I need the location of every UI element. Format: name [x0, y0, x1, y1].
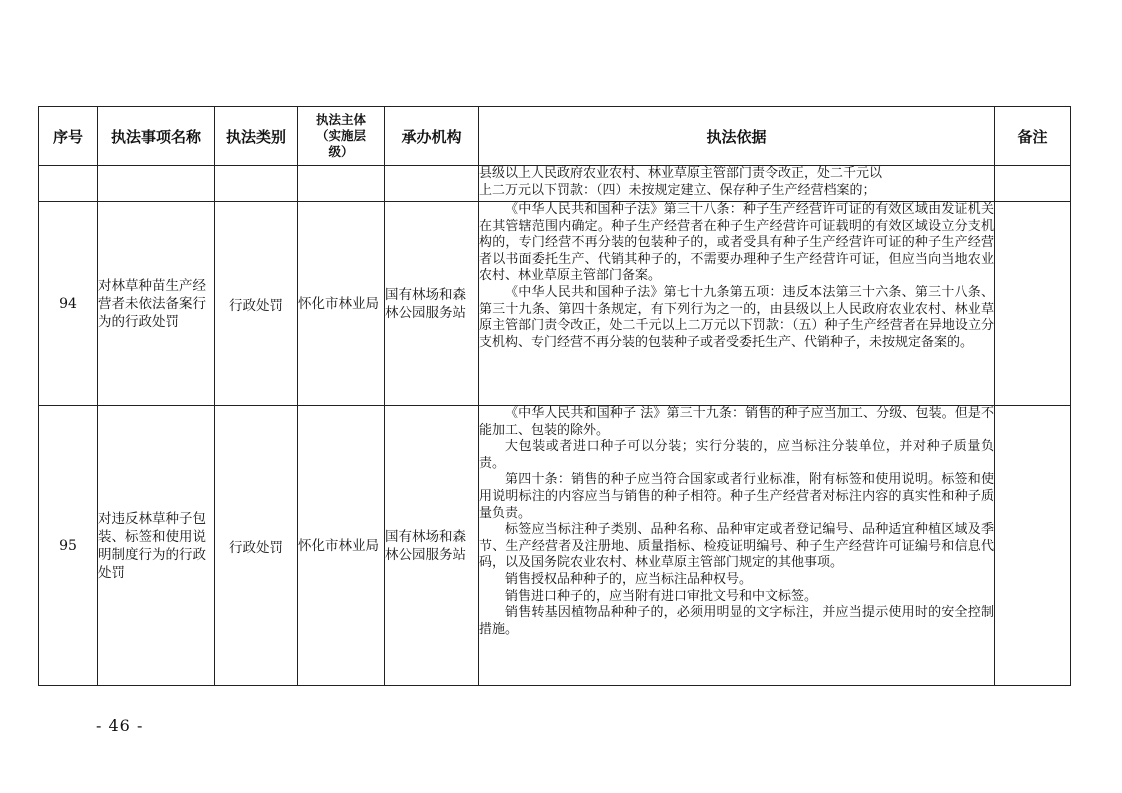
row-category: 行政处罚 [215, 406, 298, 686]
table-row [39, 406, 1071, 686]
row-basis [479, 406, 995, 686]
row-remarks [995, 202, 1071, 406]
header-remarks: 备注 [995, 107, 1071, 166]
row-item-name: 对林草种苗生产经营者未依法备案行为的行政处罚 [98, 202, 215, 406]
basis-paragraph: 标签应当标注种子类别、品种名称、品种审定或者登记编号、品种适宜种植区域及季节、生产经营者及注册地、质量指标、检疫证明编号、种子生产经营许可证编号和信息代码，以及国务院农业农村、林业草原主管部门规定的其他事项。 [479, 522, 994, 571]
basis-paragraph: 销售进口种子的，应当附有进口审批文号和中文标签。 [505, 588, 818, 604]
header-subject-line2: （实施层 [315, 128, 366, 143]
row-remarks [995, 406, 1071, 686]
cont-basis-line1: 县级以上人民政府农业农村、林业草原主管部门责令改正，处二千元以 [479, 166, 883, 181]
cont-agency-cell [385, 166, 479, 202]
basis-paragraph: 《中华人民共和国种子 法》第三十九条：销售的种子应当加工、分级、包装。但是不能加工、包装的除外。 [479, 406, 994, 438]
header-agency: 承办机构 [385, 107, 479, 166]
table-row [39, 202, 1071, 406]
row-basis [479, 202, 995, 406]
cont-remarks-cell [995, 166, 1071, 202]
basis-paragraph: 《中华人民共和国种子法》第七十九条第五项：违反本法第三十六条、第三十八条、第三十九条、第四十条规定，有下列行为之一的，由县级以上人民政府农业农村、林业草原主管部门责令改正，处二千元以上二万元以下罚款：（五）种子生产经营者在异地设立分支机构、专门经营不再分装的包装种子或者受委托生产、代销种子，未按规定备案的。 [479, 284, 994, 350]
basis-paragraph: 销售转基因植物品种种子的，必须用明显的文字标注，并应当提示使用时的安全控制措施。 [479, 605, 994, 637]
cont-basis-line2: 上二万元以下罚款：（四）未按规定建立、保存种子生产经营档案的； [479, 182, 876, 198]
row-seq: 95 [39, 406, 98, 686]
row-agency: 国有林场和森林公园服务站 [385, 202, 479, 406]
row-agency: 国有林场和森林公园服务站 [385, 406, 479, 686]
header-seq: 序号 [39, 107, 98, 166]
header-subject-line3: 级） [328, 144, 354, 159]
row-subject: 怀化市林业局 [298, 202, 385, 406]
header-subject [298, 107, 385, 166]
header-basis: 执法依据 [479, 107, 995, 166]
continuation-row [39, 166, 1071, 202]
basis-paragraph: 大包装或者进口种子可以分装；实行分装的，应当标注分装单位，并对种子质量负责。 [479, 439, 994, 471]
basis-paragraph: 《中华人民共和国种子法》第三十八条：种子生产经营许可证的有效区域由发证机关在其管辖范围内确定。种子生产经营者在种子生产经营许可证载明的有效区域设立分支机构的，专门经营不再分装的包装种子的，或者受具有种子生产经营许可证的种子生产经营者以书面委托生产、代销其种子的，不需要办理种子生产经营许可证，但应当向当地农业农村、林业草原主管部门备案。 [479, 202, 994, 284]
header-category: 执法类别 [215, 107, 298, 166]
enforcement-table [38, 106, 1071, 686]
basis-paragraph: 销售授权品种种子的，应当标注品种权号。 [505, 571, 753, 587]
basis-paragraph: 第四十条：销售的种子应当符合国家或者行业标准，附有标签和使用说明。标签和使用说明标注的内容应当与销售的种子相符。种子生产经营者对标注内容的真实性和种子质量负责。 [479, 472, 994, 521]
header-row [39, 107, 1071, 166]
row-seq: 94 [39, 202, 98, 406]
header-subject-line1: 执法主体 [315, 112, 366, 127]
page-number: - 46 - [96, 716, 144, 735]
cont-name-cell [98, 166, 215, 202]
row-item-name: 对违反林草种子包装、标签和使用说明制度行为的行政处罚 [98, 406, 215, 686]
cont-subject-cell [298, 166, 385, 202]
header-item-name: 执法事项名称 [98, 107, 215, 166]
cont-seq-cell [39, 166, 98, 202]
row-subject: 怀化市林业局 [298, 406, 385, 686]
cont-category-cell [215, 166, 298, 202]
cont-basis-cell [479, 166, 995, 202]
row-category: 行政处罚 [215, 202, 298, 406]
